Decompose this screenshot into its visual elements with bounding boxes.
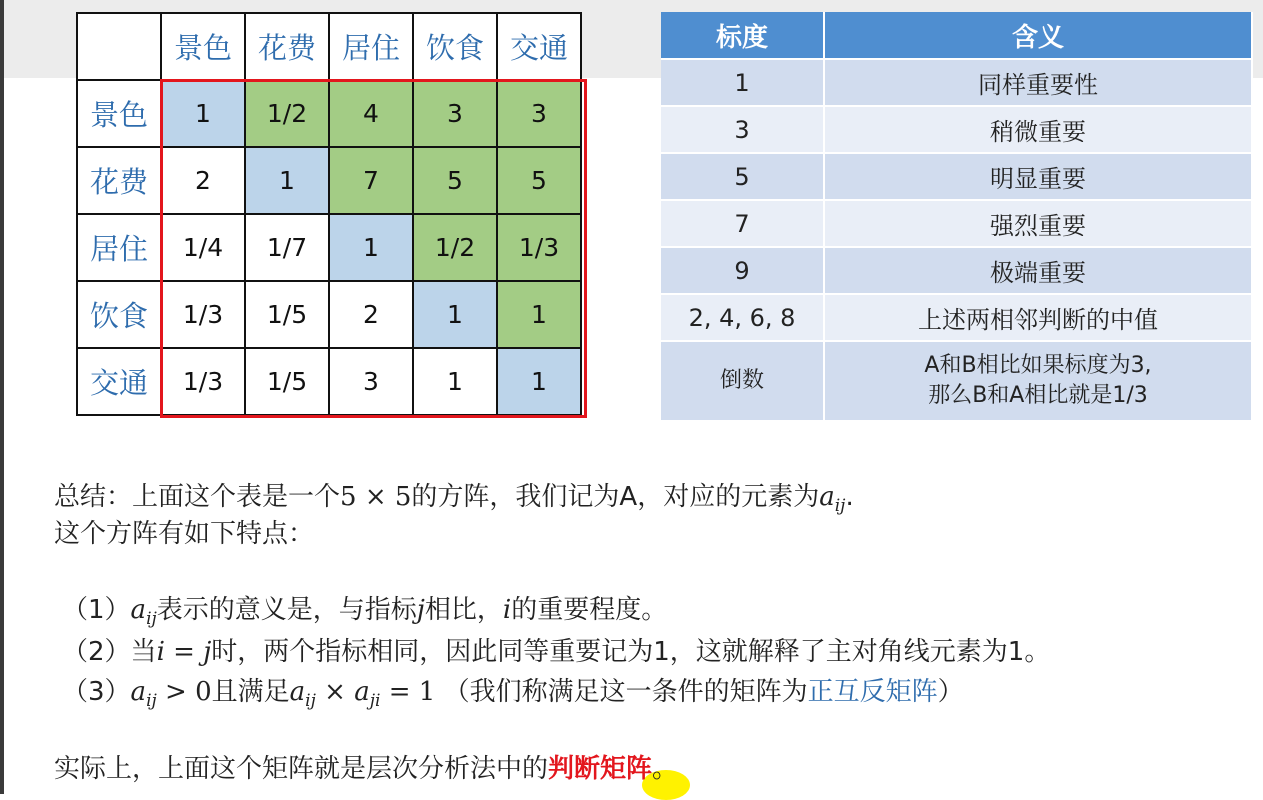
conclusion-text: 实际上，上面这个矩阵就是层次分析法中的 — [54, 754, 549, 784]
matrix-cell: 3 — [413, 80, 497, 147]
matrix-cell: 1 — [497, 348, 581, 415]
scale-value: 5 — [661, 154, 825, 201]
math-times: × — [324, 677, 346, 707]
math-equation: i = j — [156, 637, 212, 667]
matrix-cell: 1 — [245, 147, 329, 214]
scale-row — [661, 342, 1253, 422]
summary-text: 总结：上面这个表是一个 — [54, 482, 341, 512]
matrix-cell: 1/4 — [161, 214, 245, 281]
matrix-cell: 1 — [413, 281, 497, 348]
scale-value: 2, 4, 6, 8 — [661, 295, 825, 342]
matrix-cell: 1/3 — [161, 348, 245, 415]
term-judgment-matrix: 判断矩阵 — [548, 754, 653, 784]
math-subscript: ij — [146, 691, 157, 711]
matrix-cell: 1/7 — [245, 214, 329, 281]
math-a: a — [819, 482, 835, 512]
scale-meaning: 明显重要 — [825, 154, 1253, 201]
property-number: （1） — [62, 595, 131, 625]
matrix-cell: 1 — [329, 214, 413, 281]
scale-table — [661, 12, 1253, 422]
matrix-col-header: 花费 — [245, 13, 329, 80]
matrix-cell: 7 — [329, 147, 413, 214]
scale-header: 标度 — [661, 12, 825, 60]
matrix-corner-cell — [77, 13, 161, 80]
property-2 — [62, 631, 1050, 668]
scale-meaning: 极端重要 — [825, 248, 1253, 295]
matrix-cell: 2 — [329, 281, 413, 348]
matrix-size: 5 × 5 — [340, 482, 412, 512]
conclusion-text: 。 — [652, 754, 679, 784]
property-text: 相比， — [424, 595, 503, 625]
scale-value: 倒数 — [661, 342, 825, 422]
scale-meaning — [825, 342, 1253, 422]
property-3 — [62, 671, 964, 711]
property-1 — [62, 589, 667, 629]
matrix-cell: 5 — [497, 147, 581, 214]
matrix-cell: 1 — [161, 80, 245, 147]
matrix-cell: 1/5 — [245, 348, 329, 415]
summary-line-2: 这个方阵有如下特点： — [54, 519, 315, 549]
comparison-matrix — [76, 12, 582, 416]
conclusion-line — [54, 748, 678, 785]
scale-meaning-line: A和B相比如果标度为3, — [924, 353, 1152, 378]
matrix-cell: 1 — [497, 281, 581, 348]
math-subscript: ji — [369, 691, 381, 711]
math-a: a — [354, 677, 370, 707]
matrix-cell: 1 — [413, 348, 497, 415]
math-a: a — [130, 677, 147, 707]
scale-row — [661, 248, 1253, 295]
window-left-edge — [0, 0, 4, 794]
matrix-cell: 5 — [413, 147, 497, 214]
matrix-cell: 3 — [497, 80, 581, 147]
property-text: （我们称满足这一条件的矩阵为 — [443, 677, 808, 707]
property-text: 时，两个指标相同，因此同等重要记为1，这就解释了主对角线元素为1。 — [211, 637, 1051, 667]
matrix-col-header: 景色 — [161, 13, 245, 80]
matrix-cell: 1/3 — [497, 214, 581, 281]
matrix-col-header: 居住 — [329, 13, 413, 80]
scale-row — [661, 60, 1253, 107]
matrix-row — [77, 281, 581, 348]
math-subscript: ij — [146, 609, 157, 629]
scale-value: 1 — [661, 60, 825, 107]
scale-meaning: 稍微重要 — [825, 107, 1253, 154]
math-equals-one: = 1 — [388, 677, 436, 707]
matrix-row-header: 景色 — [77, 80, 161, 147]
matrix-row — [77, 214, 581, 281]
scale-row — [661, 154, 1253, 201]
scale-meaning: 强烈重要 — [825, 201, 1253, 248]
matrix-cell: 1/2 — [245, 80, 329, 147]
matrix-row-header: 花费 — [77, 147, 161, 214]
math-a: a — [289, 677, 306, 707]
matrix-cell: 1/3 — [161, 281, 245, 348]
matrix-header-row — [77, 13, 581, 80]
matrix-row-header: 饮食 — [77, 281, 161, 348]
math-i: i — [502, 595, 512, 625]
matrix-col-header: 饮食 — [413, 13, 497, 80]
matrix-cell: 4 — [329, 80, 413, 147]
property-number: （3） — [62, 677, 131, 707]
math-j: j — [416, 595, 425, 625]
matrix-cell: 1/5 — [245, 281, 329, 348]
property-text: 且满足 — [211, 677, 290, 707]
scale-value: 3 — [661, 107, 825, 154]
scale-value: 9 — [661, 248, 825, 295]
summary-text: 的方阵，我们记为A，对应的元素为 — [411, 482, 820, 512]
property-text: 表示的意义是，与指标 — [156, 595, 417, 625]
term-reciprocal-matrix: 正互反矩阵 — [807, 677, 938, 707]
property-number: （2） — [62, 637, 131, 667]
matrix-row — [77, 80, 581, 147]
math-subscript: ij — [834, 496, 846, 516]
summary-line-1 — [54, 476, 854, 516]
meaning-header: 含义 — [825, 12, 1253, 60]
math-condition: > 0 — [165, 677, 212, 707]
matrix-cell: 1/2 — [413, 214, 497, 281]
matrix-cell: 3 — [329, 348, 413, 415]
scale-meaning: 上述两相邻判断的中值 — [825, 295, 1253, 342]
math-subscript: ij — [305, 691, 316, 711]
matrix-col-header: 交通 — [497, 13, 581, 80]
scale-row — [661, 107, 1253, 154]
scale-meaning-line: 那么B和A相比就是1/3 — [928, 383, 1148, 408]
matrix-row-header: 居住 — [77, 214, 161, 281]
scale-meaning: 同样重要性 — [825, 60, 1253, 107]
scale-row — [661, 295, 1253, 342]
property-text: 的重要程度。 — [511, 595, 668, 625]
matrix-row — [77, 348, 581, 415]
scale-value: 7 — [661, 201, 825, 248]
scale-row — [661, 201, 1253, 248]
property-text: ） — [937, 677, 964, 707]
matrix-row — [77, 147, 581, 214]
matrix-cell: 2 — [161, 147, 245, 214]
math-a: a — [130, 595, 147, 625]
scale-header-row — [661, 12, 1253, 60]
matrix-row-header: 交通 — [77, 348, 161, 415]
summary-text: . — [845, 482, 854, 512]
property-text: 当 — [130, 637, 157, 667]
